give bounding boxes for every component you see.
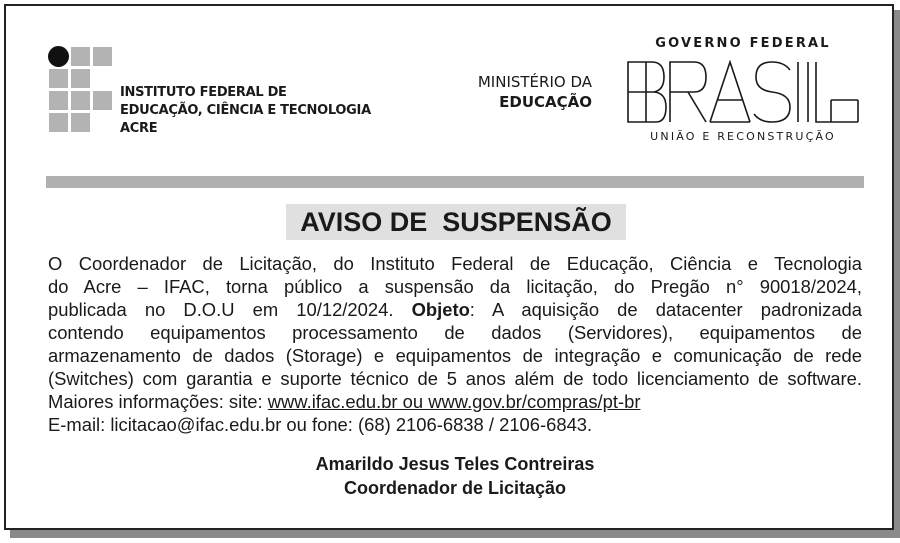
ministerio-label <box>430 72 592 112</box>
signatory-role: Coordenador de Licitação <box>343 478 567 498</box>
body-line-3 <box>48 298 862 321</box>
body-line-3-post: : A aquisição de datacenter padronizada <box>469 299 863 320</box>
header-divider <box>46 176 864 188</box>
brasil-wordmark-logo <box>626 60 860 124</box>
signature-block <box>48 452 862 500</box>
info-label: Maiores informações: site: <box>48 391 268 412</box>
body-line-2: do Acre – IFAC, torna público a suspensão da licitação, do Pregão n° 90018/2024, <box>48 276 862 297</box>
logo-dot <box>48 46 69 67</box>
body-line-4: contendo equipamentos processamento de dados (Servidores), equipamentos de <box>48 322 862 343</box>
body-line-3-pre: publicada no D.O.U em 10/12/2024. <box>48 299 412 320</box>
ifac-line-1: INSTITUTO FEDERAL DE <box>120 85 287 100</box>
frame-shadow-bottom <box>10 530 900 538</box>
governo-subtitle: UNIÃO E RECONSTRUÇÃO <box>650 130 836 143</box>
ifac-line-2: EDUCAÇÃO, CIÊNCIA E TECNOLOGIA <box>120 103 371 118</box>
body-line-6: (Switches) com garantia e suporte técnico de 5 anos além de todo licenciamento de software. <box>48 368 862 389</box>
ministerio-line-2: EDUCAÇÃO <box>499 93 592 111</box>
ifac-line-3: ACRE <box>120 121 158 136</box>
governo-federal-title: GOVERNO FEDERAL <box>655 36 831 51</box>
frame-shadow-right <box>894 10 900 536</box>
body-line-5: armazenamento de dados (Storage) e equipamentos de integração e comunicação de rede <box>48 345 862 366</box>
body-line-info <box>48 390 862 413</box>
signatory-name: Amarildo Jesus Teles Contreiras <box>315 454 595 474</box>
body-line-1: O Coordenador de Licitação, do Instituto Federal de Educação, Ciência e Tecnologia <box>48 253 862 274</box>
ifac-name <box>120 84 371 138</box>
notice-title: AVISO DE SUSPENSÃO <box>286 204 626 240</box>
body-line-contact: E-mail: licitacao@ifac.edu.br ou fone: (68) 2106-6838 / 2106-6843. <box>48 414 593 435</box>
notice-body <box>48 252 862 436</box>
ministerio-line-1: MINISTÉRIO DA <box>477 73 592 91</box>
ifac-logo <box>48 46 118 136</box>
objeto-label: Objeto <box>411 299 470 320</box>
site-link[interactable]: www.ifac.edu.br ou www.gov.br/compras/pt-br <box>267 391 641 412</box>
